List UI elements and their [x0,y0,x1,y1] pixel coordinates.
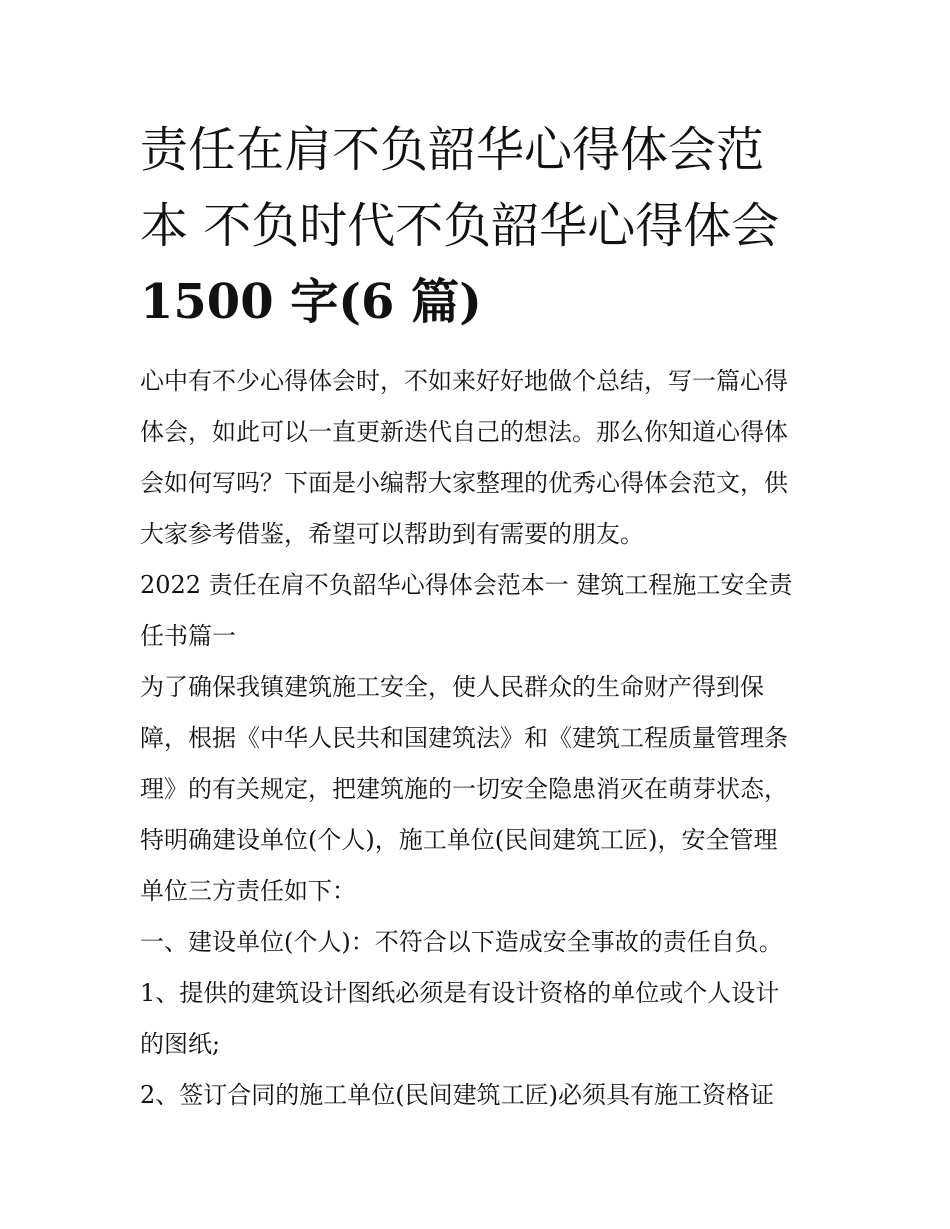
text-line: 为了确保我镇建筑施工安全，使人民群众的生命财产得到保 [140,673,764,701]
section-heading [140,560,820,662]
title-line-1: 责任在肩不负韶华心得体会范 [140,122,765,178]
document-title [140,112,820,340]
title-line-3: 1500 字(6 篇) [140,274,482,330]
intro-paragraph [140,356,820,560]
purpose-paragraph [140,662,820,917]
text-line: 一、建设单位(个人)：不符合以下造成安全事故的责任自负。 [140,928,783,956]
text-line: 2、签订合同的施工单位(民间建筑工匠)必须具有施工资格证 [140,1081,774,1109]
text-line: 会如何写吗？下面是小编帮大家整理的优秀心得体会范文，供 [140,469,788,497]
text-line: 1、提供的建筑设计图纸必须是有设计资格的单位或个人设计 [140,979,780,1007]
clause-item-1 [140,968,820,1070]
text-line: 的图纸; [140,1030,221,1058]
text-line: 理》的有关规定，把建筑施的一切安全隐患消灭在萌芽状态， [140,775,788,803]
clause-one-heading [140,917,820,968]
title-line-2: 本 不负时代不负韶华心得体会 [140,198,780,254]
clause-item-2 [140,1070,820,1121]
text-line: 心中有不少心得体会时，不如来好好地做个总结，写一篇心得 [140,367,788,395]
text-line: 2022 责任在肩不负韶华心得体会范本一 建筑工程施工安全责 [140,571,793,599]
text-line: 任书篇一 [140,622,236,650]
text-line: 体会，如此可以一直更新迭代自己的想法。那么你知道心得体 [140,418,788,446]
text-line: 单位三方责任如下： [140,877,356,905]
document-body [140,356,820,1121]
text-line: 特明确建设单位(个人)，施工单位(民间建筑工匠)，安全管理 [140,826,778,854]
text-line: 大家参考借鉴，希望可以帮助到有需要的朋友。 [140,520,644,548]
text-line: 障，根据《中华人民共和国建筑法》和《建筑工程质量管理条 [140,724,788,752]
